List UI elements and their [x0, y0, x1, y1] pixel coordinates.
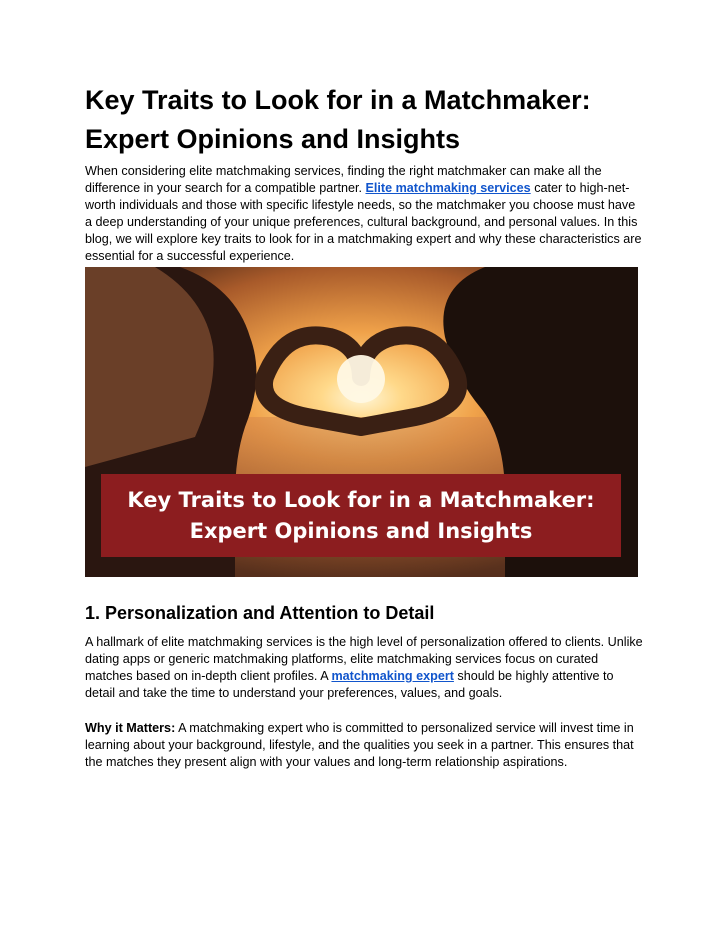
elite-matchmaking-services-link[interactable]: Elite matchmaking services: [365, 181, 531, 195]
intro-text-after-link: cater to high-net-worth individuals and those with specific lifestyle needs, so the matchmaker you choose must have a deep understanding of your unique preferences, cultural background, and personal values. In this blog, we will explore key traits to look for in a matchmaking expert and why these characteristics are essential for a successful experience.: [85, 181, 642, 263]
why-it-matters-paragraph: [85, 720, 645, 771]
intro-paragraph: [85, 163, 645, 265]
section1-text-after-link: should be highly attentive to detail and take the time to understand your preferences, values, and goals.: [85, 669, 614, 700]
section-heading-personalization: 1. Personalization and Attention to Detail: [85, 603, 435, 623]
section1-text-before-link: A hallmark of elite matchmaking services is the high level of personalization offered to clients. Unlike dating apps or generic matchmaking platforms, elite matchmaking services focus on curated matches based on in-depth client profiles. A: [85, 635, 643, 683]
page-title: Key Traits to Look for in a Matchmaker: Expert Opinions and Insights: [85, 85, 591, 154]
hero-image: [85, 267, 638, 577]
hero-banner-text: Key Traits to Look for in a Matchmaker: Expert Opinions and Insights: [127, 487, 595, 543]
intro-text-before-link: When considering elite matchmaking services, finding the right matchmaker can make all the difference in your search for a compatible partner.: [85, 164, 602, 195]
section1-paragraph: [85, 634, 645, 702]
hero-banner: [101, 474, 621, 557]
why-it-matters-label: Why it Matters:: [85, 721, 176, 735]
matchmaking-expert-link[interactable]: matchmaking expert: [331, 669, 454, 683]
why-it-matters-text: A matchmaking expert who is committed to personalized service will invest time in learning about your background, lifestyle, and the qualities you seek in a partner. This ensures that the matches they present align with your values and long-term relationship aspirations.: [85, 721, 634, 769]
